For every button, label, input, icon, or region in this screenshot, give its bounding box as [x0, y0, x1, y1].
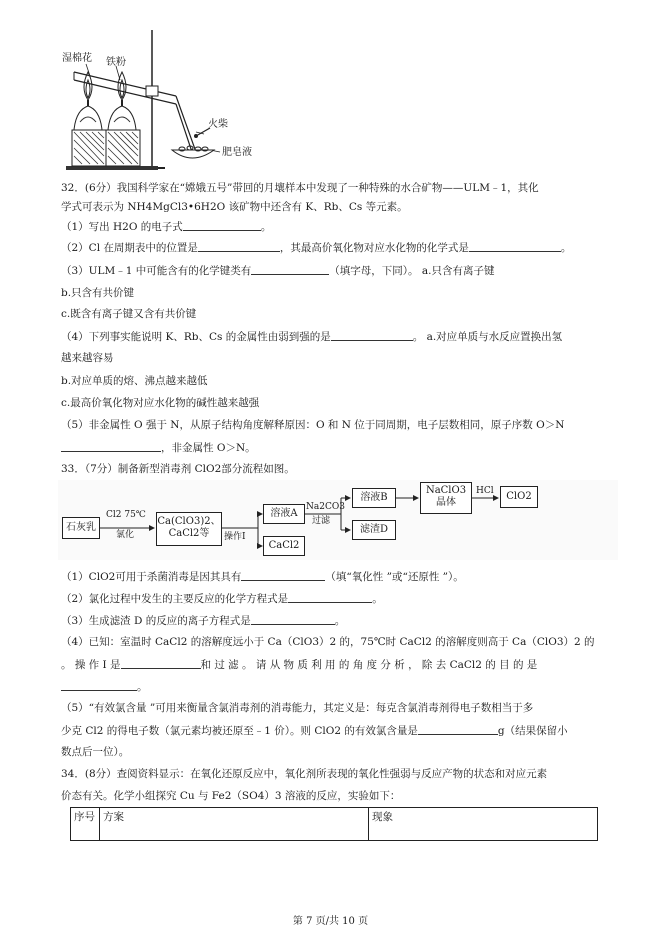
- q33-part5-line3: 数点后一位）。: [61, 746, 130, 758]
- q33-part1-text-a: （1）ClO2可用于杀菌消毒是因其具有: [61, 571, 242, 583]
- flow-cond-bottom: 氯化: [116, 530, 135, 540]
- answer-blank[interactable]: [61, 440, 161, 452]
- q33-part4-line2: [61, 657, 537, 672]
- table-header-row: [71, 808, 598, 841]
- q32-part4-option-b: b.对应单质的熔、沸点越来越低: [61, 375, 208, 387]
- flow-box-limewater: 石灰乳: [62, 517, 100, 539]
- q33-part4-line1: （4）已知：室温时 CaCl2 的溶解度远小于 Ca（ClO3）2 的，75℃时 CaCl2 的溶解度则高于 Ca（ClO3）2 的: [61, 636, 595, 648]
- answer-blank[interactable]: [288, 591, 372, 603]
- q34-header-line1: 34．(8分）查阅资料显示：在氧化还原反应中，氧化剂所表现的氧化性强弱与反应产物的状态和对应元素: [61, 768, 548, 780]
- flow-na2co3: Na2CO3: [306, 502, 345, 512]
- q32-part5-text: ，非金属性 O＞N。: [161, 442, 256, 454]
- q32-part5-line2: [61, 440, 256, 455]
- q32-header-line2: 学式可表示为 NH4MgCl3•6H2O 该矿物中还含有 K、Rb、Cs 等元素。: [61, 201, 408, 213]
- flow-filter: 过滤: [312, 516, 331, 526]
- q33-part2: （2）氯化过程中发生的主要反应的化学方程式是 。: [61, 593, 383, 605]
- flow-caclo3: Ca(ClO3)2、: [157, 516, 221, 527]
- answer-blank[interactable]: [418, 723, 498, 735]
- q32-part2: （2）Cl 在周期表中的位置是 ，其最高价氧化物对应水化物的化学式是 。: [61, 242, 572, 254]
- flow-naclo3-label: NaClO3: [425, 485, 467, 496]
- q33-part4-text-b: 。 操 作 Ⅰ 是: [61, 659, 121, 671]
- q32-part4: [61, 329, 562, 344]
- label-soap-solution: 肥皂液: [222, 147, 252, 158]
- q32-part3-option-c: c.既含有离子键又含有共价键: [61, 308, 197, 320]
- flow-crystal-label: 晶体: [436, 496, 456, 508]
- q33-part4-text-c: 和 过 滤 。 请 从 物 质 利 用 的 角 度 分 析 ， 除 去 CaCl2 的 目 的 是: [200, 659, 538, 671]
- answer-blank[interactable]: [469, 240, 561, 252]
- experiment-table: [70, 807, 598, 841]
- q33-part5-line1: （5）“有效氯含量 ”可用来衡量含氯消毒剂的消毒能力，其定义是：每克含氯消毒剂得电子数相当于多: [61, 702, 534, 714]
- flow-box-residue-d: 滤渣D: [352, 520, 396, 540]
- flow-op1: 操作I: [224, 532, 246, 542]
- flow-cond-top: Cl2 75℃: [106, 510, 146, 520]
- q32-header-line1: 32．(6分）我国科学家在“嫦娥五号”带回的月壤样本中发现了一种特殊的水合矿物——ULM﹣1，其化: [61, 182, 539, 194]
- flow-box-cacl2: CaCl2: [263, 536, 305, 556]
- flow-cacl2-etc: CaCl2等: [168, 527, 210, 539]
- q32-part2-text-a: （2）Cl 在周期表中的位置是: [61, 242, 198, 254]
- flow-box-solution-a: 溶液A: [263, 504, 305, 524]
- page-footer: 第 7 页/共 10 页: [292, 916, 369, 927]
- q33-part5-text-c: g（结果保留小: [497, 725, 568, 737]
- q33-part3: （3）生成滤渣 D 的反应的离子方程式是 。: [61, 615, 346, 627]
- q33-part5-text-b: 少克 Cl2 的得电子数（氯元素均被还原至﹣1 价）。则 ClO2 的有效氯含量是: [61, 725, 418, 737]
- label-iron-powder: 铁粉: [106, 57, 126, 68]
- q33-part1-text-b: （填“氧化性 ”或“还原性 ”）。: [325, 571, 464, 583]
- q33-part5-line2: [61, 723, 568, 738]
- label-wet-cotton: 湿棉花: [62, 53, 92, 64]
- q33-part3-text: （3）生成滤渣 D 的反应的离子方程式是: [61, 615, 251, 627]
- q32-part4-text-b: 。 a.对应单质与水反应置换出氢: [412, 331, 563, 343]
- q32-part4-option-c: c.最高价氧化物对应水化物的碱性越来越强: [61, 397, 260, 409]
- q32-part2-text-b: ，其最高价氧化物对应水化物的化学式是: [279, 242, 469, 254]
- q32-part3-text-a: （3）ULM﹣1 中可能含有的化学键类有: [61, 265, 252, 277]
- q33-part2-text: （2）氯化过程中发生的主要反应的化学方程式是: [61, 593, 289, 605]
- col-header-plan: 方案: [100, 808, 369, 841]
- answer-blank[interactable]: [121, 657, 201, 669]
- q32-part3-option-b: b.只含有共价键: [61, 287, 135, 299]
- q33-part1: [61, 569, 464, 584]
- q32-part3: [61, 263, 494, 278]
- answer-blank[interactable]: [251, 613, 335, 625]
- q33-part4-line3: 。: [61, 679, 148, 694]
- q32-part5-line1: （5）非金属性 O 强于 N，从原子结构角度解释原因：O 和 N 位于同周期，电子层数相同，原子序数 O＞N: [61, 419, 565, 431]
- col-header-phenomenon: 现象: [369, 808, 598, 841]
- answer-blank[interactable]: [241, 569, 325, 581]
- answer-blank[interactable]: [198, 240, 280, 252]
- flow-box-clo2: ClO2: [500, 486, 538, 508]
- flow-chart: [58, 480, 618, 560]
- flow-box-solution-b: 溶液B: [352, 488, 396, 508]
- q32-part1-text: （1）写出 H2O 的电子式: [61, 221, 183, 233]
- q34-header-line2: 价态有关。化学小组探究 Cu 与 Fe2（SO4）3 溶液的反应，实验如下：: [61, 790, 401, 802]
- q33-header: 33．（7分）制备新型消毒剂 ClO2部分流程如图。: [61, 463, 295, 475]
- q32-part4-text-a: （4）下列事实能说明 K、Rb、Cs 的金属性由弱到强的是: [61, 331, 331, 343]
- answer-blank[interactable]: [331, 329, 413, 341]
- q32-part1: （1）写出 H2O 的电子式 。: [61, 221, 272, 233]
- answer-blank[interactable]: [251, 263, 329, 275]
- apparatus-diagram: [0, 0, 661, 180]
- flow-hcl: HCl: [476, 486, 494, 496]
- label-match: 火柴: [208, 119, 228, 130]
- flow-box-mixture: [156, 512, 222, 546]
- answer-blank[interactable]: [61, 679, 137, 691]
- answer-blank[interactable]: [183, 219, 261, 231]
- q32-part3-text-b: （填字母，下同）。 a.只含有离子键: [329, 265, 495, 277]
- flow-box-naclo3: [420, 482, 472, 514]
- col-header-number: 序号: [71, 808, 100, 841]
- q32-part4-option-a-cont: 越来越容易: [61, 352, 114, 364]
